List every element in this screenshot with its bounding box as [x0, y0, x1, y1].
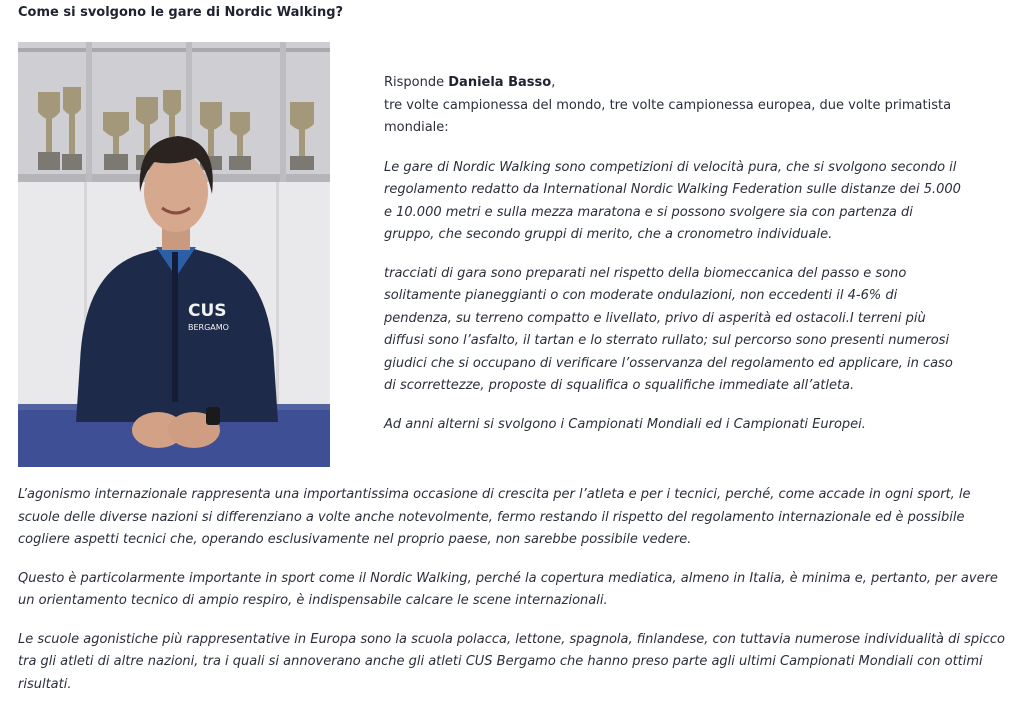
jacket-logo-text: CUS: [188, 301, 227, 321]
body-paragraph-schools: Le scuole agonistiche più rappresentative in Europa sono la scuola polacca, lettone, spagnola, finlandese, con tuttavia numerose individualità di spicco tra gli atleti di altre nazioni, tra i quali si annoverano anche gli atleti CUS Bergamo che hanno preso parte agli ultimi Campionati Mondiali con ottimi risultati.: [18, 631, 1006, 692]
page-heading: Come si svolgono le gare di Nordic Walking?: [18, 5, 344, 20]
body-paragraph-internationalism: L’agonismo internazionale rappresenta una importantissima occasione di crescita per l’atleta e per i tecnici, perché, come accade in ogni sport, le scuole delle diverse nazioni si differenziano a volte anche notevolmente, fermo restando il rispetto del regolamento internazionale ed è possibile cogliere aspetti tecnici che, operando esclusivamente nel proprio paese, non sarebbe possibile vedere.: [18, 487, 971, 547]
intro-prefix: Risponde: [384, 75, 449, 90]
intro-suffix: ,: [551, 75, 556, 90]
article-body: [18, 484, 1008, 712]
speaker-name: Daniela Basso: [448, 75, 552, 90]
quote-paragraph-championships: Ad anni alterni si svolgono i Campionati Mondiali ed i Campionati Europei.: [384, 416, 866, 432]
quote-intro: [384, 72, 964, 140]
credentials-line-1: tre volte campionessa del mondo, tre volte campionessa europea, due volte primatista: [384, 97, 952, 113]
credentials-line-2: mondiale:: [384, 120, 449, 135]
jacket-logo-subtext: BERGAMO: [188, 323, 229, 332]
quote-paragraph-races: Le gare di Nordic Walking sono competizioni di velocità pura, che si svolgono secondo il regolamento redatto da International Nordic Walking Federation sulle distanze dei 5.000 e 10.000 metri e sulla mezza maratona e si possono svolgere sia con partenza di gruppo, che secondo gruppi di merito, che a cronometro individuale.: [384, 159, 961, 242]
athlete-photo: [18, 42, 330, 467]
interview-quote: [384, 72, 964, 452]
quote-paragraph-courses: tracciati di gara sono preparati nel rispetto della biomeccanica del passo e sono solitamente pianeggianti o con moderate ondulazioni, non eccedenti il 4-6% di pendenza, su terreno compatto e livellato, privo di asperità ed ostacoli.I terreni più diffusi sono l’asfalto, il tartan e lo sterrato rullato; sul percorso sono presenti numerosi giudici che si occupano di verificare l’osservanza del regolamento ed applicare, in caso di scorrettezze, proposte di squalifica o squalifiche immediate all’atleta.: [384, 265, 953, 393]
body-paragraph-media: Questo è particolarmente importante in sport come il Nordic Walking, perché la copertura mediatica, almeno in Italia, è minima e, pertanto, per avere un orientamento tecnico di ampio respiro, è indispensabile calcare le scene internazionali.: [18, 570, 998, 608]
